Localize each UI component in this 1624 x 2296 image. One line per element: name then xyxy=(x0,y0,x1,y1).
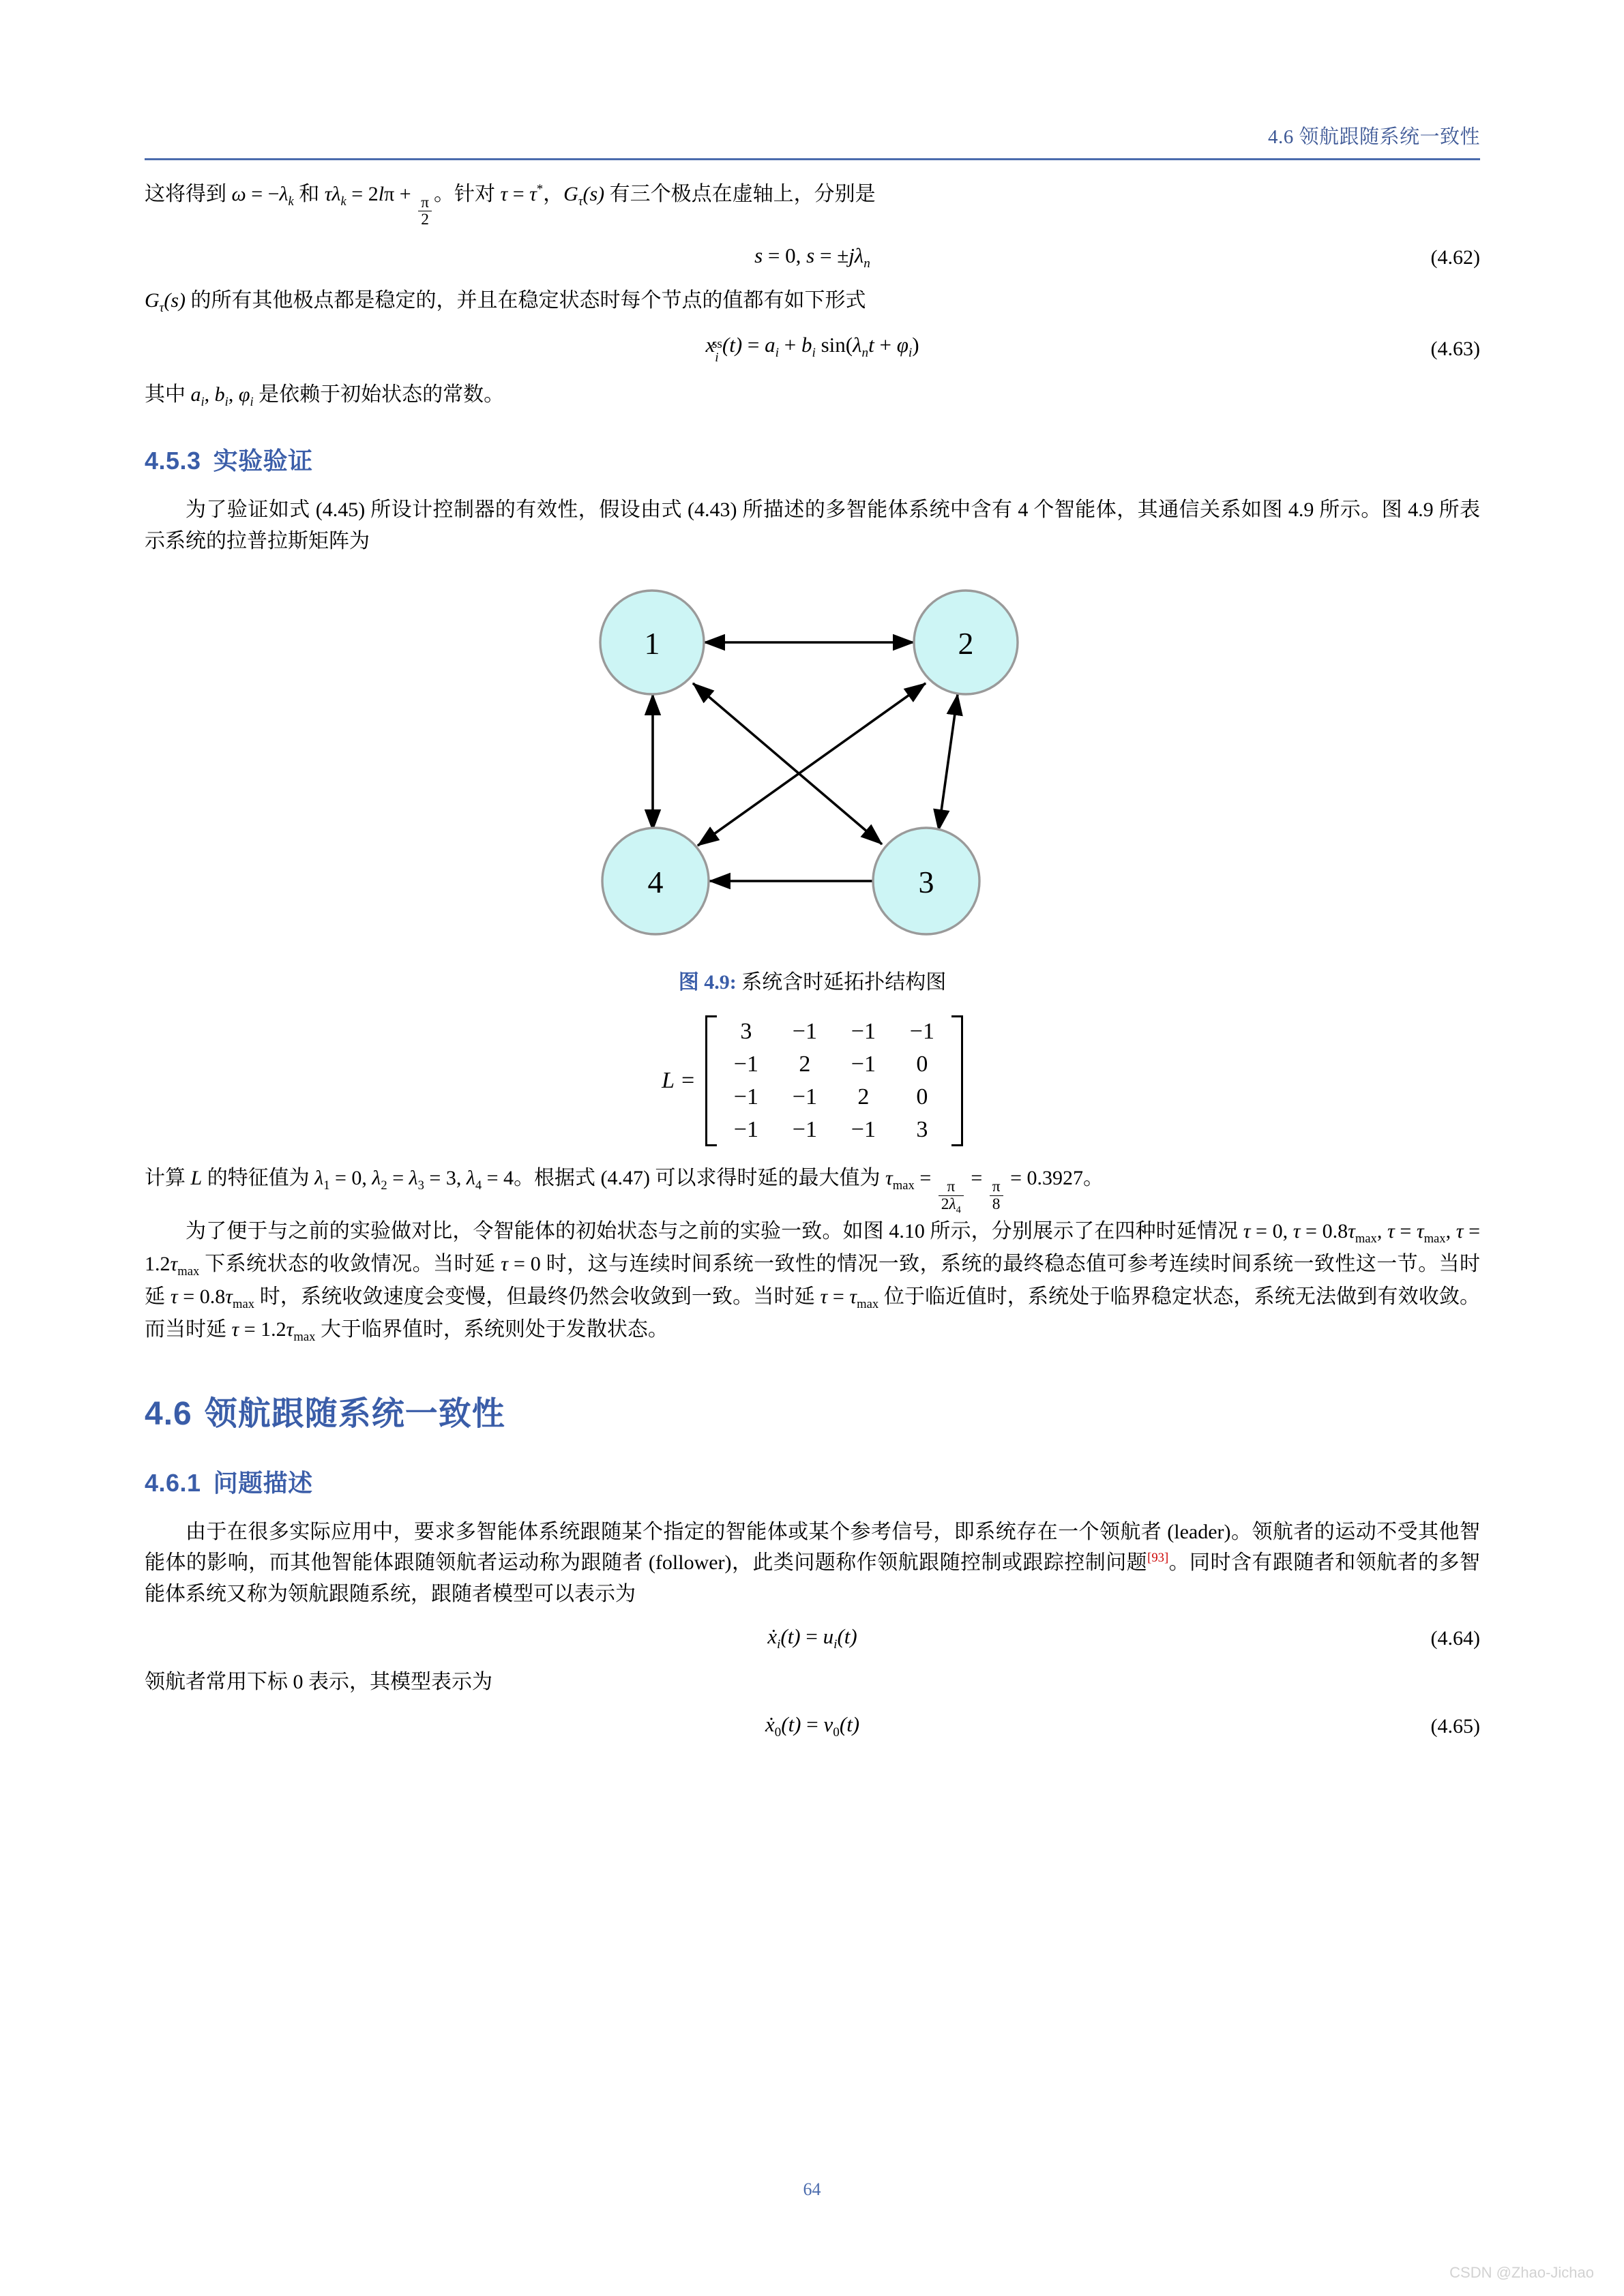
fraction-pi-2: $\frac{\pi}{2}$ xyxy=(418,194,432,228)
matrix-row xyxy=(717,1114,951,1146)
equation-4-65-row xyxy=(145,1712,1480,1740)
page-content xyxy=(145,179,1480,1754)
math-lambda-k: λ xyxy=(279,183,289,205)
equation-4-62-body: s = 0, $s = \pm j\lambda_n$ xyxy=(754,243,870,271)
p2-text: 的所有其他极点都是稳定的，并且在稳定状态时每个节点的值都有如下形式 xyxy=(185,289,866,312)
matrix-row xyxy=(717,1048,951,1081)
matrix-cell: −1 xyxy=(733,1117,758,1143)
equation-4-63-number: (4.63) xyxy=(1430,338,1480,361)
matrix-bracket xyxy=(705,1015,963,1146)
paragraph-4: 为了验证如式 (4.45) 所设计控制器的有效性，假设由式 (4.43) 所描述的多智能体系统中含有 4 个智能体，其通信关系如图 4.9 所示。图 4.9 所表示系统的拉普拉斯矩阵为 xyxy=(145,498,1480,552)
p3-text: 其中 xyxy=(145,383,191,406)
p6-text-f: 大于临界值时，系统则处于发散状态。 xyxy=(315,1318,668,1341)
graph-node-3 xyxy=(873,828,979,934)
heading-4-6-1-number: 4.6.1 xyxy=(145,1468,201,1497)
p6-text-a: 为了便于与之前的实验做对比，令智能体的初始状态与之前的实验一致。如图 4.10 所示，分别展示了在四种时延情况 xyxy=(186,1219,1243,1242)
matrix-cell: −1 xyxy=(851,1117,876,1143)
watermark: CSDN @Zhao-Jichao xyxy=(1449,2264,1594,2281)
matrix-cell: −1 xyxy=(851,1052,876,1077)
equation-4-65-wrapper xyxy=(145,1712,1480,1740)
p5-text-c: 。根据式 (4.47) 可以求得时延的最大值为 xyxy=(514,1167,886,1190)
matrix-cell: 3 xyxy=(740,1019,752,1045)
equation-4-64-number: (4.64) xyxy=(1430,1626,1480,1650)
matrix-cell: −1 xyxy=(733,1084,758,1110)
math-consts: a xyxy=(190,383,201,406)
graph-node-4 xyxy=(602,828,709,934)
heading-4-5-3-number: 4.5.3 xyxy=(145,447,201,475)
math-G-tau-2: G xyxy=(145,289,160,312)
math-tau-max: τ xyxy=(885,1167,893,1190)
matrix-cell: −1 xyxy=(733,1052,758,1077)
figure-4-9-caption-text: 系统含时延拓扑结构图 xyxy=(741,971,947,994)
matrix-cell: 0 xyxy=(916,1052,928,1077)
matrix-cell: 0 xyxy=(916,1084,928,1110)
heading-4-6-1 xyxy=(145,1464,1480,1499)
graph-node-3-label: 3 xyxy=(918,865,934,900)
p1-text-b: 和 xyxy=(293,183,325,205)
page-number: 64 xyxy=(803,2179,821,2199)
matrix-cell: −1 xyxy=(851,1019,876,1045)
math-tau-star: τ xyxy=(500,183,508,205)
heading-4-6-1-text: 问题描述 xyxy=(213,1468,313,1497)
matrix-table xyxy=(717,1015,951,1146)
fraction-pi-8: $\frac{\pi}{8}$ xyxy=(990,1178,1003,1212)
paragraph-2: $G_\tau(s)$ 的所有其他极点都是稳定的，并且在稳定状态时每个节点的值都有如下形式 xyxy=(145,289,866,316)
header-rule xyxy=(145,158,1480,160)
edge-2-4 xyxy=(698,683,926,846)
equation-4-63-row xyxy=(145,333,1480,365)
graph-node-4-label: 4 xyxy=(647,865,664,900)
running-header: 4.6 领航跟随系统一致性 xyxy=(1267,126,1480,148)
graph-node-2-label: 2 xyxy=(958,626,974,661)
graph-node-1-label: 1 xyxy=(644,626,660,661)
math-L: L xyxy=(190,1167,203,1190)
topology-graph-svg xyxy=(543,574,1082,956)
paragraph-7 xyxy=(145,1517,1480,1610)
p5-text-b: 的特征值为 xyxy=(202,1167,315,1190)
p5-text-a: 计算 xyxy=(145,1167,191,1190)
equation-4-64-row xyxy=(145,1624,1480,1652)
matrix-bracket-right xyxy=(951,1015,963,1146)
p6-text-d: 时，系统收敛速度会变慢，但最终仍然会收敛到一致。当时延 xyxy=(254,1285,821,1309)
matrix-cell: −1 xyxy=(792,1084,817,1110)
paragraph-5: 计算 L 的特征值为 $\lambda_1 = 0$, $\lambda_2 = \lambda_3 = 3$, $\lambda_4 = 4$。根据式 (4.47) 可以求得时延的最大值为 $\tau_{max}$ = $\frac{\pi}{2\lambda_4}$ = $\frac{\pi}{8}$ = 0.3927。 xyxy=(145,1167,1104,1216)
p5-text-d: 。 xyxy=(1082,1167,1104,1190)
matrix-cell: 2 xyxy=(799,1052,811,1077)
p3-tail-text: 是依赖于初始状态的常数。 xyxy=(253,383,505,406)
laplacian-matrix xyxy=(145,1015,1480,1146)
heading-4-5-3 xyxy=(145,442,1480,477)
matrix-cell: −1 xyxy=(792,1019,817,1045)
edge-3-1 xyxy=(693,683,882,844)
p1-text-a: 这将得到 xyxy=(145,183,232,205)
p6-text-b: 下系统状态的收敛情况。当时延 xyxy=(199,1252,501,1275)
p7-text-b: 。同时含有跟随者和领航者的多智能体系统又称为领航跟随系统，跟随者模型可以表示为 xyxy=(145,1551,1480,1605)
figure-4-9-caption-label: 图 4.9: xyxy=(678,971,737,994)
graph-node-1 xyxy=(600,591,704,694)
paragraph-6: 为了便于与之前的实验做对比，令智能体的初始状态与之前的实验一致。如图 4.10 所示，分别展示了在四种时延情况 τ = 0, $\tau = 0.8\tau_{max}$, $\tau = \tau_{max}$, $\tau = 1.2\tau_{max}$ 下系统状态的收敛情况。当时延 τ = 0 时，这与连续时间系统一致性的情况一致，系统的最终稳态值可参考连续时间系统一致性这一节。当时延 $\tau = 0.8\tau_{max}$ 时，系统收敛速度会变慢，但最终仍然会收敛到一致。当时延 $\tau = \tau_{max}$ 位于临近值时，系统处于临界稳定状态，系统无法做到有效收敛。而当时延 $\tau = 1.2\tau_{max}$ 大于临界值时，系统则处于发散状态。 xyxy=(145,1219,1481,1345)
equation-4-63-wrapper xyxy=(145,333,1480,365)
math-G-tau: G xyxy=(563,183,578,205)
matrix-bracket-left xyxy=(705,1015,717,1146)
figure-4-9-caption xyxy=(145,965,1480,995)
graph-node-2 xyxy=(914,591,1018,694)
matrix-cell: 2 xyxy=(857,1084,870,1110)
math-omega: ω xyxy=(231,183,246,205)
heading-4-6-number: 4.6 xyxy=(145,1395,192,1432)
equation-4-64-body: ẋ$_i$(t) = $u_i(t)$ xyxy=(767,1624,857,1652)
heading-4-6-text: 领航跟随系统一致性 xyxy=(204,1395,505,1432)
equation-4-65-body: ẋ$_0$(t) = $v_0(t)$ xyxy=(765,1712,860,1740)
citation-reference-93[interactable]: [93] xyxy=(1147,1551,1169,1566)
p6-text-c: 时，这与连续时间系统一致性的情况一致，系统的最终稳态值可参考连续时间系统一致性这一节。当时延 xyxy=(145,1252,1480,1309)
equation-4-62-number: (4.62) xyxy=(1430,245,1480,269)
p7-text-a: 由于在很多实际应用中，要求多智能体系统跟随某个指定的智能体或某个参考信号，即系统存在一个领航者 (leader)。领航者的运动不受其他智能体的影响，而其他智能体跟随领航者运动称为跟随者 (follower)，此类问题称作领航跟随控制或跟踪控制问题 xyxy=(145,1520,1480,1575)
p1-text-c: 。针对 xyxy=(433,183,501,205)
matrix-row xyxy=(717,1015,951,1048)
equation-4-62-wrapper xyxy=(145,243,1480,271)
heading-4-6 xyxy=(145,1387,1480,1434)
matrix-lhs-label: L = xyxy=(662,1068,696,1094)
paragraph-1: 这将得到 $\omega = -\lambda_k$ 和 $\tau\lambda_k = 2l\pi$ + $\frac{\pi}{2}$ 。针对 τ = τ*，$G_\tau(s)$ 有三个极点在虚轴上，分别是 xyxy=(145,182,876,229)
figure-4-9 xyxy=(145,574,1480,995)
edge-3-2 xyxy=(939,694,958,831)
equation-4-62-row xyxy=(145,243,1480,271)
equation-4-63-body: $x_i^{ss}(t) = a_i + b_i$ $\sin(\lambda_nt + \varphi_i)$ xyxy=(705,333,919,365)
matrix-cell: 3 xyxy=(916,1117,928,1143)
matrix-cell: −1 xyxy=(909,1019,934,1045)
paragraph-3: 其中 $a_i$, $b_i$, $\varphi_i$ 是依赖于初始状态的常数。 xyxy=(145,383,505,409)
paragraph-8: 领航者常用下标 0 表示，其模型表示为 xyxy=(145,1670,492,1693)
p1-text-d: ， xyxy=(543,183,564,205)
matrix-cell: −1 xyxy=(792,1117,817,1143)
equation-4-64-wrapper xyxy=(145,1624,1480,1652)
matrix-row xyxy=(717,1081,951,1114)
math-tau-lambda: τλ xyxy=(324,183,341,205)
fraction-pi-2lambda4: $\frac{\pi}{2\lambda_4}$ xyxy=(939,1178,964,1215)
equation-4-65-number: (4.65) xyxy=(1430,1714,1480,1738)
p6-text-e: 位于临近值时，系统处于临界稳定状态，系统无法做到有效收敛。而当时延 xyxy=(145,1285,1481,1341)
heading-4-5-3-text: 实验验证 xyxy=(213,447,313,475)
p1-text-e: 有三个极点在虚轴上，分别是 xyxy=(604,183,876,205)
